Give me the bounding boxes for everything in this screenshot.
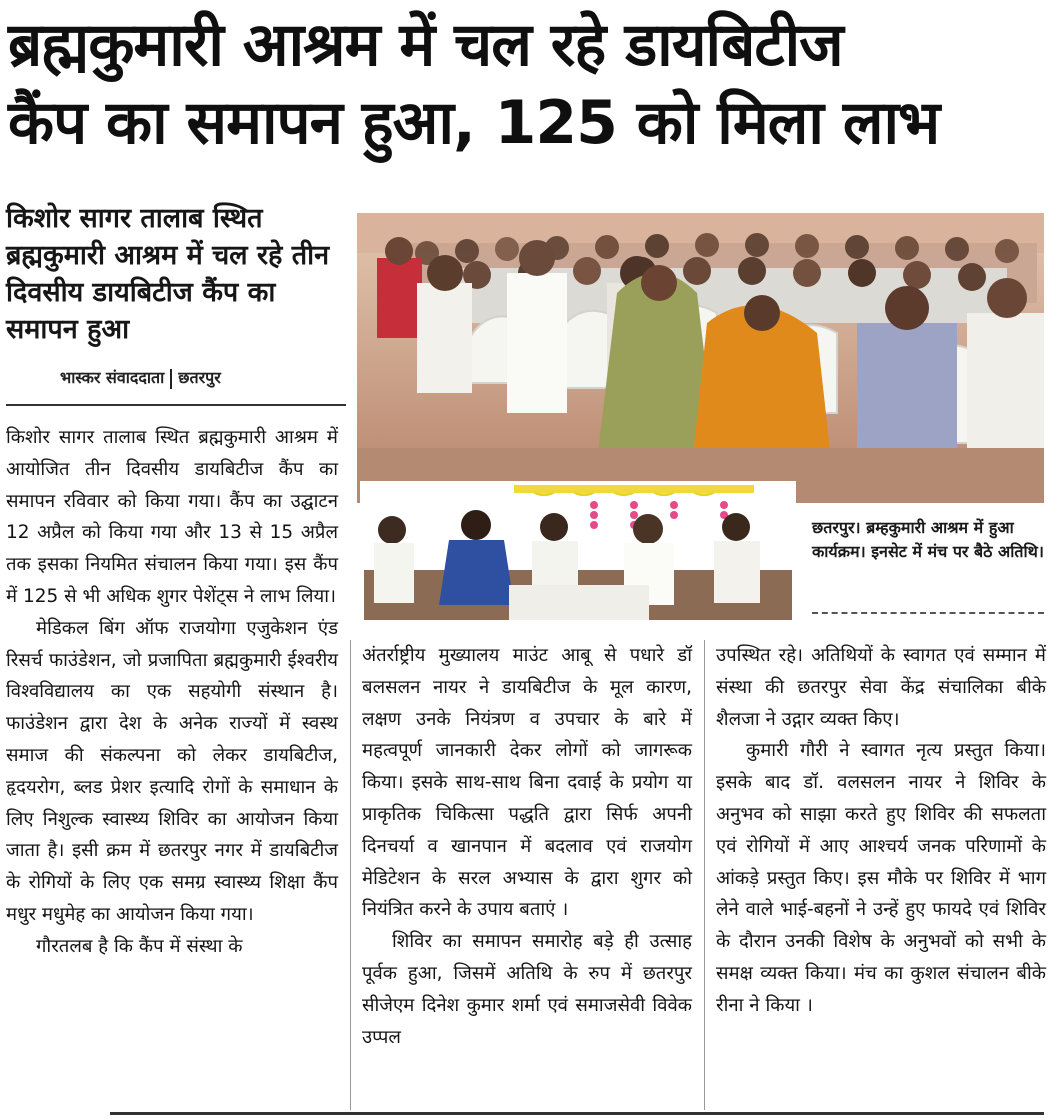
byline-place: छतरपुर <box>178 368 221 387</box>
article-column-1 <box>6 422 338 963</box>
article-column-3 <box>716 640 1046 1022</box>
byline-separator <box>170 369 172 389</box>
column-3-paragraph-1: उपस्थित रहे। अतिथियों के स्वागत एवं सम्मान में संस्था की छतरपुर सेवा केंद्र संचालिका बीके शैलजा ने उद्गार व्यक्त किए। <box>716 645 1046 730</box>
main-photo-audience <box>357 213 1044 503</box>
byline-rule <box>6 404 346 406</box>
column-1-paragraph-1: किशोर सागर तालाब स्थित ब्रह्मकुमारी आश्रम में आयोजित तीन दिवसीय डायबिटीज कैंप का समापन रविवार को किया गया। कैंप का उद्घाटन 12 अप्रैल को किया गया और 13 से 15 अप्रैल तक इसका नियमित संचालन किया गया। इस कैंप में 125 से भी अधिक शुगर पेशेंट्स ने लाभ लिया। <box>6 427 338 607</box>
column-2-paragraph-1: अंतर्राष्ट्रीय मुख्यालय माउंट आबू से पधारे डॉ बलसलन नायर ने डायबिटीज के मूल कारण, लक्षण उनके नियंत्रण व उपचार के बारे में महत्वपूर्ण जानकारी देकर लोगों को जागरूक किया। इसके साथ-साथ बिना दवाई के प्रयोग या प्राकृतिक चिकित्सा पद्धति द्वारा सिर्फ अपनी दिनचर्या व खानपान में बदलाव एवं राजयोग मेडिटेशन के सरल अभ्यास के द्वारा शुगर को नियंत्रित करने के उपाय बताएं । <box>362 645 692 921</box>
column-divider-1 <box>350 640 351 1110</box>
column-1-paragraph-3: गौरतलब है कि कैंप में संस्था के <box>36 935 243 957</box>
column-divider-2 <box>704 640 705 1110</box>
article-column-2 <box>362 640 692 1053</box>
inset-photo-stage-guests <box>360 481 796 624</box>
photo-caption: छतरपुर। ब्रम्हकुमारी आश्रम में हुआ कार्यक्रम। इनसेट में मंच पर बैठे अतिथि। <box>812 518 1044 561</box>
headline <box>8 6 1044 162</box>
headline-line-2: कैंप का समापन हुआ, 125 को मिला लाभ <box>8 88 940 158</box>
column-3-paragraph-2: कुमारी गौरी ने स्वागत नृत्य प्रस्तुत किया। इसके बाद डॉ. वलसलन नायर ने शिविर के अनुभव को साझा करते हुए शिविर की सफलता एवं रोगियों में आए आश्चर्य जनक परिणामों के आंकड़े प्रस्तुत किए। इस मौके पर शिविर में भाग लेने वाले भाई-बहनों ने उन्हें हुए फायदे एवं शिविर के दौरान उनकी विशेष के अनुभवों को सभी के समक्ष व्यक्त किया। मंच का कुशल संचालन बीके रीना ने किया । <box>716 740 1046 1016</box>
column-2-paragraph-2: शिविर का समापन समारोह बड़े ही उत्साह पूर्वक हुआ, जिसमें अतिथि के रुप में छतरपुर सीजेएम दिनेश कुमार शर्मा एवं समाजसेवी विवेक उप्पल <box>362 931 692 1048</box>
column-1-paragraph-2: मेडिकल बिंग ऑफ राजयोगा एजुकेशन एंड रिसर्च फाउंडेशन, जो प्रजापिता ब्रह्मकुमारी ईश्वरीय विश्वविद्यालय का एक सहयोगी संस्थान है। फाउंडेशन द्वारा देश के अनेक राज्यों में स्वस्थ समाज की संकल्पना को लेकर डायबिटीज, हृदयरोग, ब्लड प्रेशर इत्यादि रोगों के समाधान के लिए निशुल्क स्वास्थ्य शिविर का आयोजन किया जाता है। इसी क्रम में छतरपुर नगर में डायबिटीज के रोगियों के लिए एक समग्र स्वास्थ्य शिक्षा कैंप मधुर मधुमेह का आयोजन किया गया। <box>6 617 338 925</box>
caption-divider <box>812 612 1044 614</box>
byline-reporter: भास्कर संवाददाता <box>60 368 165 387</box>
subheadline: किशोर सागर तालाब स्थित ब्रह्मकुमारी आश्रम में चल रहे तीन दिवसीय डायबिटीज कैंप का समापन हुआ <box>6 203 330 345</box>
headline-line-1: ब्रह्मकुमारी आश्रम में चल रहे डायबिटीज <box>8 10 843 80</box>
byline <box>60 366 350 389</box>
bottom-rule <box>110 1112 1044 1115</box>
